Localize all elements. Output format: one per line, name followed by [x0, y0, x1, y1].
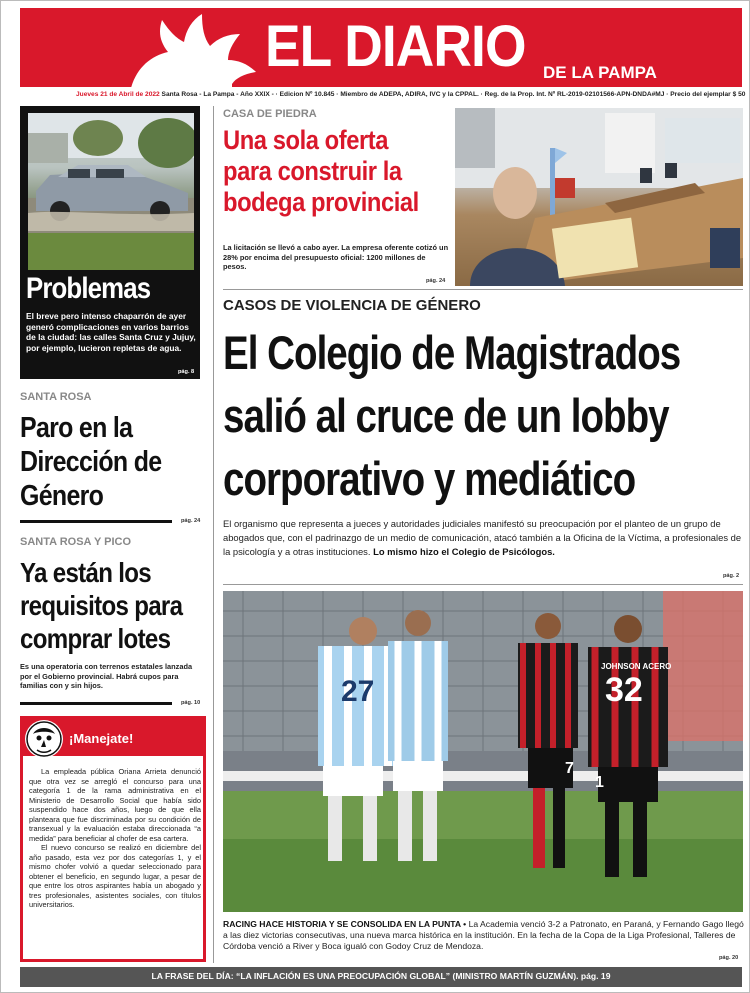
caricature-face-icon	[25, 720, 63, 758]
main-kicker: CASOS DE VIOLENCIA DE GÉNERO	[223, 297, 481, 314]
flood-photo	[28, 113, 194, 270]
masthead-title: EL DIARIO	[265, 14, 526, 79]
manejate-title: ¡Manejate!	[69, 731, 134, 746]
problemas-page: pág. 8	[178, 369, 195, 375]
football-caption-bold: RACING HACE HISTORIA Y SE CONSOLIDA EN LA PUNTA •	[223, 919, 467, 929]
flooded-street-image	[28, 113, 194, 270]
jersey-sponsor: JOHNSON ACERO	[601, 662, 672, 671]
meeting-room-image	[455, 108, 743, 286]
quote-of-the-day-text: LA FRASE DEL DÍA: “LA INFLACIÓN ES UNA PREOCUPACIÓN GLOBAL” (MINISTRO MARTÍN GUZMÁN). pág. 19	[151, 971, 611, 981]
manejate-cartoon-icon	[25, 720, 63, 758]
main-section-divider	[223, 584, 743, 585]
shorts-number-7: 7	[565, 760, 574, 777]
meeting-photo	[455, 108, 743, 286]
bodega-headline: Una sola oferta para construir la bodega provincial	[223, 125, 419, 217]
football-caption	[223, 919, 745, 952]
lotes-headline: Ya están los requisitos para comprar lotes	[20, 557, 183, 654]
shorts-number-1: 1	[595, 774, 604, 791]
lotes-page: pág. 10	[181, 700, 201, 706]
bodega-kicker: CASA DE PIEDRA	[223, 108, 317, 120]
main-headline: El Colegio de Magistrados salió al cruce de un lobby corporativo y mediático	[223, 326, 681, 505]
edition-details: Santa Rosa - La Pampa - Año XXIX - · Edicion Nº 10.845 · Miembro de ADEPA, ADIRA, IVC y la CPPAL. · Reg. de la Prop. Int. Nº RL-2019-02101566-APN-DNDA#MJ · Precio del ejemplar $ 50	[161, 91, 746, 98]
manejate-text	[29, 767, 201, 910]
football-caption-text: La Academia venció 3-2 a Patronato, en Paraná, y Fernando Gago llegó a las diez victorias consecutivas, una nueva marca histórica en la institución. En la fecha de la Copa de la Liga Profesional, Talleres de Córdoba venció a River y Boca igualó con Godoy Cruz de Mendoza.	[223, 919, 744, 951]
football-match-image	[223, 591, 743, 912]
manejate-paragraph-1: La empleada pública Oriana Arrieta denunció que otra vez se arregló el concurso para una categoría 1 de la rama administrativa en el Ministerio de Desarrollo Social que había sido suspendido hace dos años, luego de que ella planteara que fue discriminada por su condición de transexual y la evaluación estaba direccionada “a medida” para beneficiar al chofer de esa cartera.	[29, 767, 201, 843]
jersey-number-32: 32	[605, 671, 643, 709]
paro-rule	[20, 520, 172, 523]
main-lead-text: El organismo que representa a jueces y autoridades judiciales manifestó su preocupación por el planteo de un grupo de abogados que, con el padrinazgo de un medio de comunicación, atacó también a la Oficina de la Víctima, a profesionales de la psicología y a otras instituciones.	[223, 518, 742, 557]
lotes-kicker: SANTA ROSA Y PICO	[20, 536, 132, 548]
paro-page: pág. 24	[181, 518, 201, 524]
paro-headline: Paro en la Dirección de Género	[20, 412, 162, 512]
edition-date: Jueves 21 de Abril de 2022	[76, 91, 160, 98]
masthead	[20, 8, 742, 87]
masthead-logo-icon	[120, 14, 260, 87]
main-lead-bold: Lo mismo hizo el Colegio de Psicólogos.	[373, 546, 555, 557]
bodega-text: La licitación se llevó a cabo ayer. La empresa oferente cotizó un 28% por encima del presupuesto oficial: 1200 millones de pesos.	[223, 243, 449, 271]
problemas-title: Problemas	[26, 272, 151, 305]
football-page: pág. 20	[719, 955, 739, 961]
football-photo	[223, 591, 743, 912]
bodega-page: pág. 24	[426, 278, 446, 284]
jersey-number-27: 27	[341, 675, 375, 708]
edition-info-line	[76, 91, 746, 98]
masthead-subtitle: DE LA PAMPA	[543, 63, 657, 82]
main-lead	[223, 517, 743, 559]
problemas-text: El breve pero intenso chaparrón de ayer generó complicaciones en varios barrios de la ciudad: las calles Santa Cruz y Jujuy, por ejemplo, lucieron repletas de agua.	[26, 311, 196, 353]
manejate-paragraph-2: El nuevo concurso se realizó en diciembre del año pasado, esta vez por dos categorías 1, y el mismo chofer volvió a quedar seleccionado para obtener el beneficio, en segundo lugar, a pesar de que entre los otros aspirantes había un abogado y tres profesionales, asistentes sociales, con títulos universitarios.	[29, 843, 201, 909]
paro-kicker: SANTA ROSA	[20, 391, 92, 403]
lotes-text: Es una operatoria con terrenos estatales lanzada por el Gobierno provincial. Habrá cupos para familias con y sin hijos.	[20, 662, 193, 690]
top-section-divider	[223, 289, 743, 290]
column-divider	[213, 106, 214, 963]
lotes-rule	[20, 702, 172, 705]
main-page: pág. 2	[723, 573, 740, 579]
